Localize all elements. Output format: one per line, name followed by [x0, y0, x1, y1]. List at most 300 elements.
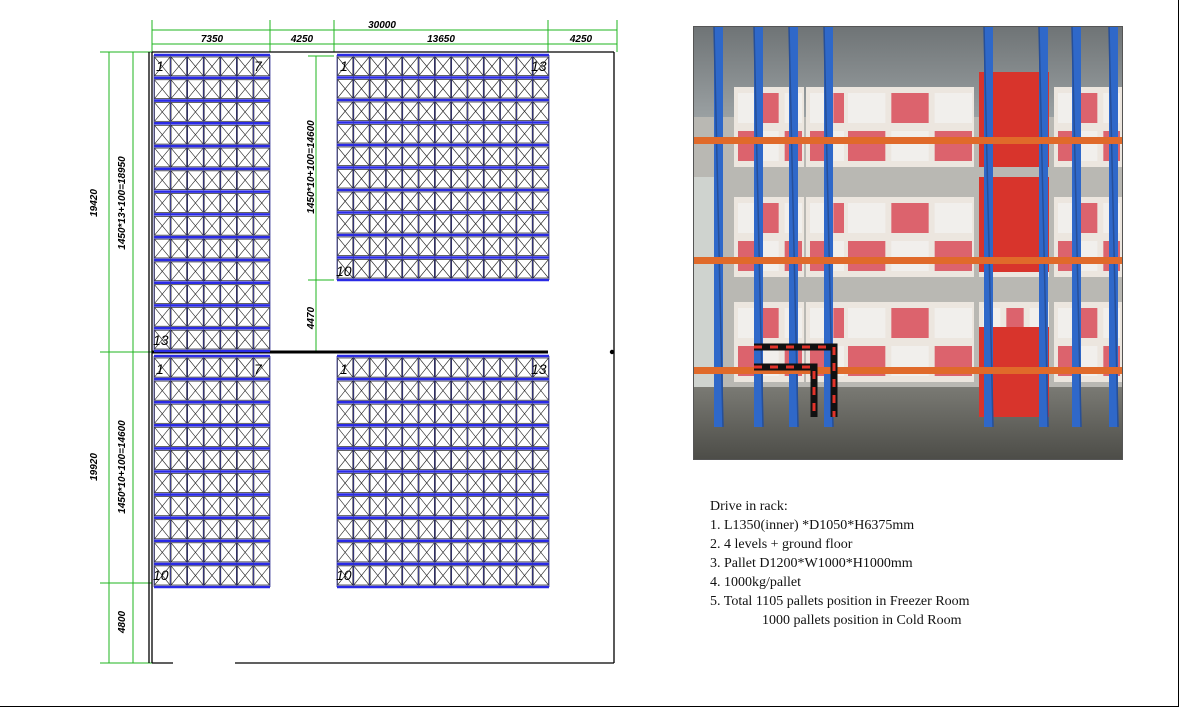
carton-box: [1081, 93, 1098, 123]
pallet-cell: [419, 543, 434, 562]
pallet-cell: [452, 260, 467, 279]
pallet-cell: [501, 80, 516, 99]
pallet-cell: [221, 80, 237, 99]
pallet-cell: [354, 57, 369, 76]
pallet-cell: [501, 543, 516, 562]
pallet-cell: [419, 80, 434, 99]
pallet-cell: [435, 57, 450, 76]
pallet-cell: [254, 285, 270, 304]
carton-box: [761, 241, 778, 271]
pallet-cell: [403, 260, 418, 279]
pallet-cell: [370, 192, 385, 211]
carton-box: [935, 203, 972, 233]
pallet-cell: [386, 450, 401, 469]
pallet-cell: [468, 102, 483, 121]
pallet-cell: [386, 57, 401, 76]
pallet-cell: [468, 170, 483, 189]
pallet-cell: [338, 520, 353, 539]
pallet-cell: [435, 147, 450, 166]
carton-box: [761, 203, 778, 233]
pallet-cell: [484, 474, 499, 493]
pallet-cell: [452, 404, 467, 423]
pallet-cell: [501, 427, 516, 446]
pallet-cell: [188, 80, 204, 99]
pallet-cell: [501, 381, 516, 400]
carton-box: [1081, 203, 1098, 233]
tl-row-last: 13: [153, 332, 169, 348]
pallet-cell: [370, 215, 385, 234]
bl-row-last: 10: [153, 567, 169, 583]
pallet-cell: [370, 358, 385, 377]
warehouse-rack-illustration: [694, 27, 1122, 459]
pallet-cell: [221, 381, 237, 400]
pallet-cell: [237, 520, 253, 539]
pallet-cell: [338, 474, 353, 493]
pallet-cell: [370, 381, 385, 400]
pallet-cell: [517, 125, 532, 144]
pallet-cell: [221, 239, 237, 258]
pallet-cell: [204, 125, 220, 144]
carton-box: [1081, 241, 1098, 271]
pallet-cell: [338, 102, 353, 121]
pallet-cell: [533, 381, 548, 400]
pallet-cell: [354, 474, 369, 493]
pallet-cell: [155, 543, 171, 562]
pallet-cell: [501, 450, 516, 469]
pallet-cell: [204, 358, 220, 377]
pallet-cell: [338, 237, 353, 256]
pallet-cell: [533, 566, 548, 585]
pallet-cell: [403, 57, 418, 76]
pallet-cell: [221, 262, 237, 281]
pallet-cell: [237, 57, 253, 76]
pallet-cell: [501, 170, 516, 189]
pallet-cell: [155, 80, 171, 99]
divider-end-dot: [610, 350, 614, 354]
pallet-cell: [484, 192, 499, 211]
pallet-cell: [171, 262, 187, 281]
pallet-cell: [204, 262, 220, 281]
pallet-cell: [403, 102, 418, 121]
pallet-cell: [354, 147, 369, 166]
tr-col-last: 13: [531, 58, 547, 74]
pallet-cell: [188, 381, 204, 400]
pallet-cell: [204, 80, 220, 99]
pallet-cell: [204, 285, 220, 304]
pallet-cell: [533, 147, 548, 166]
dim-inner-top-left: 1450*13+100=18950: [117, 156, 128, 250]
pallet-cell: [517, 237, 532, 256]
pallet-cell: [468, 125, 483, 144]
pallet-cell: [452, 170, 467, 189]
pallet-cell: [468, 192, 483, 211]
pallet-cell: [338, 497, 353, 516]
pallet-cell: [204, 404, 220, 423]
pallet-cell: [204, 148, 220, 167]
pallet-cell: [221, 194, 237, 213]
pallet-cell: [419, 102, 434, 121]
pallet-cell: [254, 381, 270, 400]
pallet-cell: [354, 404, 369, 423]
pallet-cell: [419, 57, 434, 76]
pallet-cell: [468, 450, 483, 469]
pallet-cell: [221, 148, 237, 167]
pallet-cell: [370, 427, 385, 446]
pallet-cell: [254, 216, 270, 235]
pallet-cell: [403, 497, 418, 516]
pallet-cell: [501, 358, 516, 377]
pallet-cell: [468, 566, 483, 585]
pallet-cell: [435, 125, 450, 144]
pallet-cell: [403, 566, 418, 585]
pallet-cell: [403, 474, 418, 493]
pallet-cell: [254, 171, 270, 190]
pallet-cell: [435, 427, 450, 446]
pallet-cell: [419, 170, 434, 189]
pallet-cell: [188, 262, 204, 281]
pallet-cell: [171, 497, 187, 516]
pallet-cell: [370, 80, 385, 99]
pallet-cell: [221, 285, 237, 304]
pallet-cell: [386, 358, 401, 377]
pallet-cell: [468, 80, 483, 99]
pallet-cell: [354, 450, 369, 469]
pallet-cell: [403, 170, 418, 189]
pallet-cell: [435, 237, 450, 256]
pallet-cell: [501, 520, 516, 539]
pallet-cell: [517, 260, 532, 279]
pallet-cell: [204, 194, 220, 213]
pallet-cell: [452, 381, 467, 400]
carton-box: [1081, 308, 1098, 338]
carton-box: [738, 93, 755, 123]
pallet-cell: [354, 80, 369, 99]
dim-seg-1: 7350: [200, 34, 224, 45]
pallet-cell: [221, 497, 237, 516]
pallet-cell: [484, 381, 499, 400]
pallet-cell: [452, 237, 467, 256]
pallet-cell: [155, 148, 171, 167]
pallet-cell: [517, 80, 532, 99]
pallet-cell: [171, 194, 187, 213]
pallet-cell: [237, 543, 253, 562]
pallet-cell: [237, 497, 253, 516]
pallet-cell: [221, 474, 237, 493]
pallet-cell: [370, 474, 385, 493]
carton-box: [848, 203, 885, 233]
pallet-cell: [221, 125, 237, 144]
pallet-cell: [533, 102, 548, 121]
pallet-cell: [533, 497, 548, 516]
notes-item: 3. Pallet D1200*W1000*H1000mm: [710, 556, 913, 571]
pallet-cell: [237, 427, 253, 446]
carton-box: [848, 241, 885, 271]
pallet-cell: [435, 260, 450, 279]
pallet-cell: [468, 260, 483, 279]
pallet-cell: [155, 239, 171, 258]
pallet-cell: [354, 170, 369, 189]
pallet-cell: [254, 497, 270, 516]
pallet-cell: [254, 262, 270, 281]
notes-item: 5. Total 1105 pallets position in Freezer Room: [710, 594, 970, 609]
pallet-cell: [188, 543, 204, 562]
rack-block-top-left: [154, 55, 270, 351]
bl-col-last: 7: [254, 361, 262, 377]
pallet-cell: [484, 566, 499, 585]
pallet-cell: [484, 170, 499, 189]
pallet-cell: [533, 474, 548, 493]
pallet-cell: [237, 148, 253, 167]
pallet-cell: [155, 450, 171, 469]
br-row-last: 10: [336, 567, 352, 583]
pallet-cell: [484, 427, 499, 446]
carton-box: [738, 131, 755, 161]
pallet-cell: [370, 497, 385, 516]
pallet-cell: [254, 239, 270, 258]
pallet-cell: [517, 381, 532, 400]
pallet-cell: [468, 474, 483, 493]
pallet-cell: [204, 171, 220, 190]
pallet-cell: [171, 57, 187, 76]
rack-block-bottom-left: [154, 356, 270, 587]
pallet-cell: [188, 125, 204, 144]
pallet-cell: [188, 57, 204, 76]
pallet-cell: [468, 497, 483, 516]
carton-box: [935, 241, 972, 271]
pallet-cell: [204, 566, 220, 585]
carton-box: [891, 203, 928, 233]
pallet-cell: [171, 330, 187, 349]
pallet-cell: [533, 170, 548, 189]
pallet-cell: [171, 427, 187, 446]
pallet-cell: [155, 216, 171, 235]
pallet-cell: [435, 404, 450, 423]
pallet-cell: [237, 194, 253, 213]
pallet-cell: [533, 520, 548, 539]
pallet-cell: [237, 330, 253, 349]
pallet-cell: [338, 543, 353, 562]
pallet-cell: [221, 171, 237, 190]
pallet-cell: [419, 404, 434, 423]
pallet-cell: [370, 566, 385, 585]
pallet-cell: [517, 474, 532, 493]
pallet-cell: [354, 215, 369, 234]
pallet-cell: [338, 404, 353, 423]
pallet-cell: [171, 216, 187, 235]
pallet-cell: [221, 543, 237, 562]
pallet-cell: [517, 450, 532, 469]
pallet-cell: [435, 80, 450, 99]
carton-box: [761, 93, 778, 123]
pallet-cell: [237, 307, 253, 326]
pallet-cell: [254, 450, 270, 469]
pallet-cell: [354, 497, 369, 516]
carton-box: [891, 131, 928, 161]
pallet-cell: [435, 543, 450, 562]
pallet-cell: [419, 260, 434, 279]
dim-left-bottom-gap: 4800: [117, 610, 128, 634]
pallet-cell: [386, 147, 401, 166]
pallet-cell: [370, 520, 385, 539]
pallet-cell: [171, 103, 187, 122]
pallet-cell: [517, 543, 532, 562]
dim-left-total-bottom: 19920: [89, 453, 100, 481]
carton-box: [935, 131, 972, 161]
pallet-cell: [468, 543, 483, 562]
pallet-cell: [386, 192, 401, 211]
pallet-cell: [435, 474, 450, 493]
pallet-cell: [452, 215, 467, 234]
pallet-cell: [517, 497, 532, 516]
pallet-cell: [338, 450, 353, 469]
dim-seg-4: 4250: [569, 34, 593, 45]
pallet-cell: [254, 148, 270, 167]
pallet-cell: [370, 404, 385, 423]
pallet-cell: [188, 497, 204, 516]
pallet-cell: [501, 147, 516, 166]
pallet-cell: [221, 450, 237, 469]
dim-inner-top-right: 1450*10+100=14600: [306, 120, 317, 214]
pallet-cell: [533, 404, 548, 423]
pallet-cell: [501, 57, 516, 76]
pallet-cell: [386, 404, 401, 423]
pallet-cell: [517, 170, 532, 189]
pallet-cell: [221, 330, 237, 349]
pallet-cell: [221, 57, 237, 76]
pallet-cell: [435, 358, 450, 377]
carton-box: [935, 93, 972, 123]
pallet-cell: [517, 358, 532, 377]
tr-row-last: 10: [336, 263, 352, 279]
pallet-cell: [501, 404, 516, 423]
notes-item: 1. L1350(inner) *D1050*H6375mm: [710, 518, 915, 533]
carton-box: [891, 93, 928, 123]
rack-beam-orange: [694, 137, 1122, 144]
pallet-cell: [533, 237, 548, 256]
pallet-cell: [171, 285, 187, 304]
pallet-cell: [419, 566, 434, 585]
pallet-cell: [386, 427, 401, 446]
pallet-cell: [171, 80, 187, 99]
pallet-cell: [155, 103, 171, 122]
rack-specification-notes: [710, 497, 1130, 630]
pallet-cell: [452, 566, 467, 585]
pallet-cell: [237, 80, 253, 99]
pallet-cell: [484, 450, 499, 469]
pallet-cell: [171, 543, 187, 562]
pallet-cell: [533, 427, 548, 446]
pallet-cell: [188, 216, 204, 235]
page-border-right: [1178, 0, 1179, 707]
pallet-cell: [237, 358, 253, 377]
pallet-cell: [386, 237, 401, 256]
pallet-cell: [338, 427, 353, 446]
pallet-cell: [386, 520, 401, 539]
pallet-cell: [403, 192, 418, 211]
pallet-cell: [204, 57, 220, 76]
carton-box: [738, 241, 755, 271]
pallet-cell: [403, 80, 418, 99]
pallet-cell: [501, 497, 516, 516]
pallet-cell: [403, 237, 418, 256]
pallet-cell: [403, 125, 418, 144]
pallet-cell: [188, 307, 204, 326]
pallet-cell: [386, 215, 401, 234]
pallet-cell: [237, 125, 253, 144]
pallet-cell: [155, 520, 171, 539]
pallet-cell: [452, 543, 467, 562]
pallet-cell: [386, 170, 401, 189]
pallet-cell: [517, 147, 532, 166]
pallet-cell: [254, 520, 270, 539]
drive-in-rack-photo: [693, 26, 1123, 460]
pallet-cell: [386, 497, 401, 516]
pallet-cell: [517, 102, 532, 121]
pallet-cell: [403, 427, 418, 446]
pallet-cell: [338, 215, 353, 234]
pallet-cell: [452, 474, 467, 493]
pallet-cell: [188, 171, 204, 190]
pallet-cell: [452, 192, 467, 211]
pallet-cell: [204, 216, 220, 235]
rack-block-bottom-right: [337, 356, 549, 587]
carton-box: [761, 131, 778, 161]
pallet-cell: [419, 215, 434, 234]
pallet-cell: [254, 566, 270, 585]
pallet-cell: [254, 103, 270, 122]
carton-box: [848, 93, 885, 123]
pallet-cell: [237, 404, 253, 423]
pallet-cell: [517, 566, 532, 585]
pallet-cell: [403, 147, 418, 166]
pallet-cell: [484, 520, 499, 539]
pallet-cell: [419, 125, 434, 144]
pallet-cell: [338, 147, 353, 166]
pallet-cell: [254, 404, 270, 423]
pallet-cell: [204, 474, 220, 493]
pallet-cell: [533, 543, 548, 562]
br-col-first: 1: [340, 361, 348, 377]
pallet-cell: [171, 148, 187, 167]
pallet-cell: [468, 237, 483, 256]
pallet-cell: [501, 102, 516, 121]
pallet-cell: [403, 543, 418, 562]
pallet-cell: [204, 307, 220, 326]
pallet-cell: [386, 260, 401, 279]
pallet-cell: [435, 520, 450, 539]
pallet-cell: [155, 497, 171, 516]
notes-item: 4. 1000kg/pallet: [710, 575, 801, 590]
pallet-cell: [468, 147, 483, 166]
pallet-cell: [171, 239, 187, 258]
pallet-cell: [221, 404, 237, 423]
pallet-cell: [484, 57, 499, 76]
pallet-cell: [155, 194, 171, 213]
pallet-cell: [204, 497, 220, 516]
pallet-cell: [435, 170, 450, 189]
pallet-cell: [188, 103, 204, 122]
pallet-cell: [370, 57, 385, 76]
pallet-cell: [533, 80, 548, 99]
pallet-cell: [484, 237, 499, 256]
pallet-cell: [254, 125, 270, 144]
rack-beam-orange: [694, 257, 1122, 264]
pallet-cell: [338, 381, 353, 400]
pallet-cell: [354, 358, 369, 377]
dim-seg-2: 4250: [290, 34, 314, 45]
carton-box: [738, 308, 755, 338]
pallet-cell: [188, 474, 204, 493]
